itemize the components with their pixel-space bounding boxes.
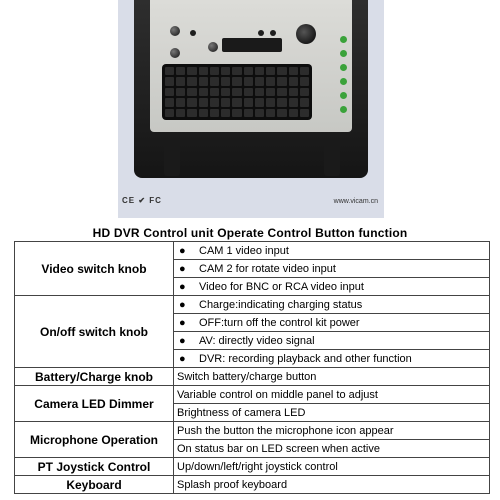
description-text: OFF:turn off the control kit power xyxy=(199,316,360,329)
key-icon xyxy=(255,67,264,75)
led-icon xyxy=(340,36,347,43)
function-description xyxy=(174,440,490,458)
case-latch xyxy=(164,140,180,176)
key-icon xyxy=(232,88,241,96)
description-text: Video for BNC or RCA video input xyxy=(199,280,364,293)
led-icon xyxy=(340,106,347,113)
key-icon xyxy=(176,77,185,85)
key-icon xyxy=(176,109,185,117)
key-icon xyxy=(176,88,185,96)
function-description xyxy=(174,476,490,494)
key-icon xyxy=(187,88,196,96)
product-photo xyxy=(118,0,384,218)
key-icon xyxy=(300,67,309,75)
description-text: On status bar on LED screen when active xyxy=(177,442,380,455)
key-icon xyxy=(300,98,309,106)
button-icon xyxy=(270,30,276,36)
key-icon xyxy=(266,77,275,85)
function-description xyxy=(174,386,490,404)
key-icon xyxy=(266,98,275,106)
control-name: Microphone Operation xyxy=(15,422,174,458)
key-icon xyxy=(244,77,253,85)
key-icon xyxy=(199,98,208,106)
key-icon xyxy=(165,77,174,85)
bullet-icon: ● xyxy=(179,334,186,347)
key-icon xyxy=(232,77,241,85)
bullet-icon: ● xyxy=(179,280,186,293)
led-icon xyxy=(340,50,347,57)
key-icon xyxy=(199,77,208,85)
key-icon xyxy=(176,67,185,75)
key-icon xyxy=(255,109,264,117)
key-icon xyxy=(244,98,253,106)
key-icon xyxy=(210,67,219,75)
key-icon xyxy=(232,109,241,117)
description-text: DVR: recording playback and other function xyxy=(199,352,412,365)
key-icon xyxy=(187,109,196,117)
key-icon xyxy=(199,109,208,117)
function-table xyxy=(14,241,490,494)
joystick-icon xyxy=(296,24,316,44)
description-text: CAM 2 for rotate video input xyxy=(199,262,336,275)
bullet-icon: ● xyxy=(179,262,186,275)
key-icon xyxy=(165,67,174,75)
website-url: www.vicam.cn xyxy=(333,198,378,205)
key-icon xyxy=(277,98,286,106)
key-icon xyxy=(255,98,264,106)
key-icon xyxy=(221,109,230,117)
description-text: Splash proof keyboard xyxy=(177,478,288,491)
page-title: HD DVR Control unit Operate Control Button function xyxy=(92,226,408,240)
key-icon xyxy=(187,98,196,106)
knob-icon xyxy=(170,26,180,36)
key-icon xyxy=(221,67,230,75)
function-description xyxy=(174,296,490,314)
certification-marks: CE ✔ FC xyxy=(122,196,162,205)
key-icon xyxy=(266,67,275,75)
description-text: AV: directly video signal xyxy=(199,334,315,347)
key-icon xyxy=(289,88,298,96)
table-row xyxy=(15,386,490,404)
knob-icon xyxy=(208,42,218,52)
description-text: Variable control on middle panel to adjust xyxy=(177,388,378,401)
key-icon xyxy=(199,67,208,75)
key-icon xyxy=(232,67,241,75)
key-icon xyxy=(232,98,241,106)
table-row xyxy=(15,476,490,494)
key-icon xyxy=(210,98,219,106)
function-description xyxy=(174,332,490,350)
key-icon xyxy=(277,88,286,96)
bullet-icon: ● xyxy=(179,316,186,329)
keyboard-illustration xyxy=(162,64,312,120)
key-icon xyxy=(221,98,230,106)
key-icon xyxy=(165,98,174,106)
led-icon xyxy=(340,64,347,71)
description-text: Brightness of camera LED xyxy=(177,406,306,419)
function-description xyxy=(174,260,490,278)
key-icon xyxy=(187,67,196,75)
table-row xyxy=(15,296,490,314)
bullet-icon: ● xyxy=(179,352,186,365)
key-icon xyxy=(244,88,253,96)
description-text: Push the button the microphone icon appear xyxy=(177,424,394,437)
function-description xyxy=(174,350,490,368)
knob-icon xyxy=(170,48,180,58)
description-text: Switch battery/charge button xyxy=(177,370,317,383)
key-icon xyxy=(289,98,298,106)
bullet-icon: ● xyxy=(179,244,186,257)
key-icon xyxy=(210,109,219,117)
key-icon xyxy=(176,98,185,106)
bullet-icon: ● xyxy=(179,298,186,311)
function-description xyxy=(174,368,490,386)
function-description xyxy=(174,314,490,332)
key-icon xyxy=(289,109,298,117)
button-icon xyxy=(258,30,264,36)
key-icon xyxy=(300,88,309,96)
function-description xyxy=(174,242,490,260)
button-icon xyxy=(190,30,196,36)
key-icon xyxy=(277,109,286,117)
key-icon xyxy=(187,77,196,85)
key-icon xyxy=(210,77,219,85)
key-icon xyxy=(199,88,208,96)
function-description xyxy=(174,422,490,440)
function-description xyxy=(174,278,490,296)
description-text: Up/down/left/right joystick control xyxy=(177,460,338,473)
key-icon xyxy=(266,88,275,96)
control-name: PT Joystick Control xyxy=(15,458,174,476)
key-icon xyxy=(289,77,298,85)
key-icon xyxy=(277,67,286,75)
table-row xyxy=(15,458,490,476)
control-name: Camera LED Dimmer xyxy=(15,386,174,422)
table-row xyxy=(15,422,490,440)
description-text: CAM 1 video input xyxy=(199,244,289,257)
led-icon xyxy=(340,78,347,85)
key-icon xyxy=(289,67,298,75)
key-icon xyxy=(210,88,219,96)
function-description xyxy=(174,458,490,476)
key-icon xyxy=(221,88,230,96)
key-icon xyxy=(266,109,275,117)
key-icon xyxy=(244,67,253,75)
control-name: Battery/Charge knob xyxy=(15,368,174,386)
table-row xyxy=(15,242,490,260)
key-icon xyxy=(221,77,230,85)
key-icon xyxy=(255,77,264,85)
function-description xyxy=(174,404,490,422)
table-row xyxy=(15,368,490,386)
key-icon xyxy=(165,109,174,117)
key-icon xyxy=(255,88,264,96)
led-icon xyxy=(340,92,347,99)
key-icon xyxy=(300,109,309,117)
control-name: Video switch knob xyxy=(15,242,174,296)
key-icon xyxy=(244,109,253,117)
key-icon xyxy=(300,77,309,85)
case-latch xyxy=(324,140,340,176)
control-name: On/off switch knob xyxy=(15,296,174,368)
status-screen xyxy=(222,38,282,52)
key-icon xyxy=(165,88,174,96)
key-icon xyxy=(277,77,286,85)
description-text: Charge:indicating charging status xyxy=(199,298,363,311)
control-name: Keyboard xyxy=(15,476,174,494)
